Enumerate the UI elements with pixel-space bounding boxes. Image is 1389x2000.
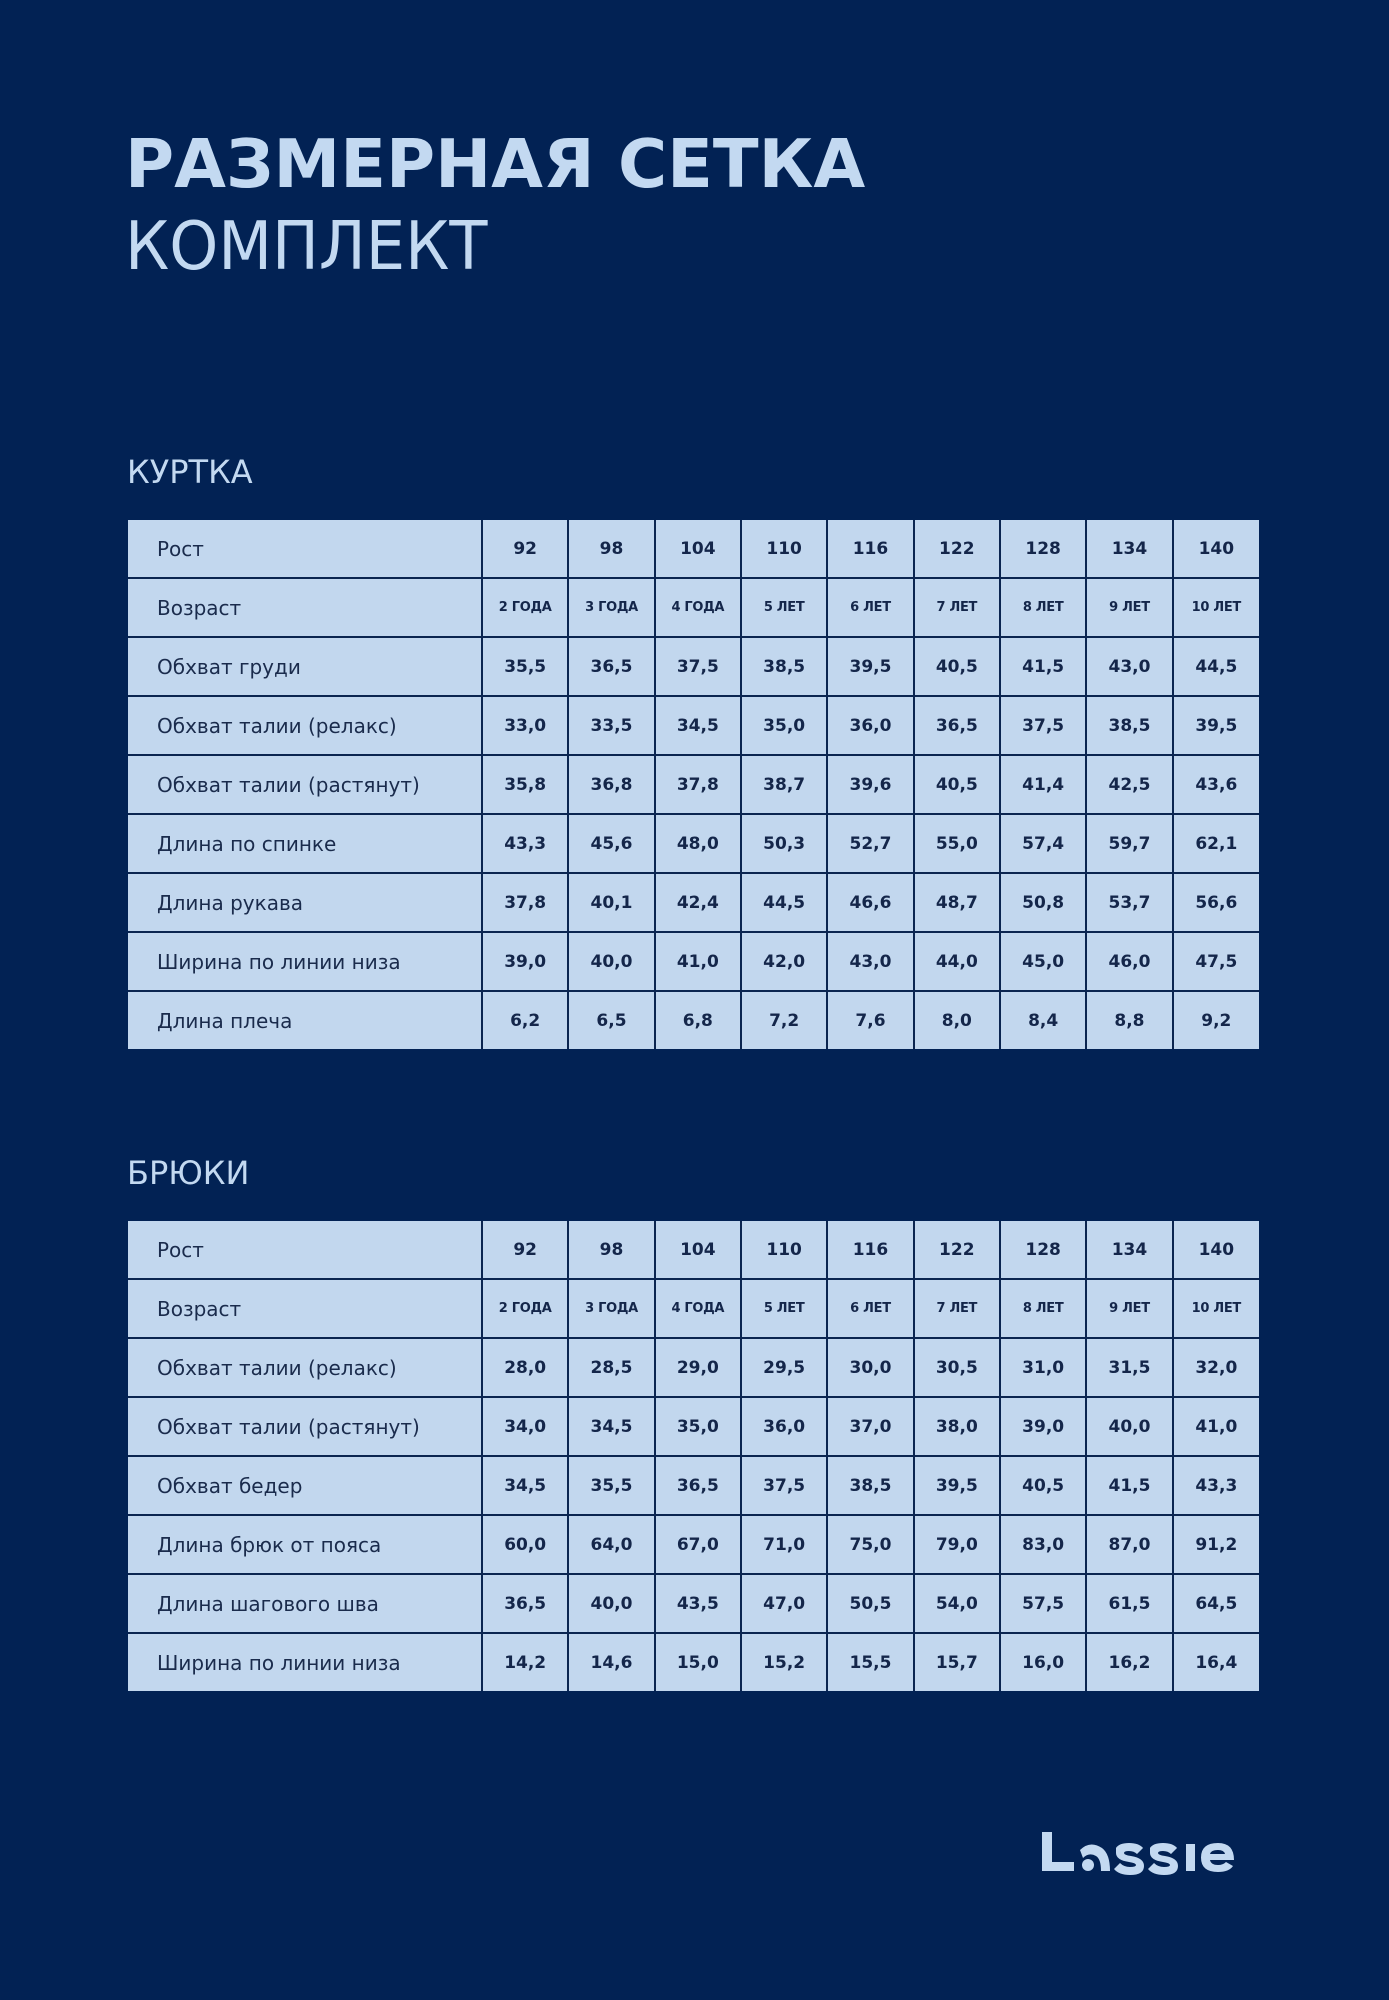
measurement-cell: 35,8 [482, 755, 568, 814]
table-row [128, 1279, 1259, 1338]
age-cell: 8 ЛЕТ [1000, 1279, 1086, 1338]
measurement-cell: 40,5 [914, 755, 1000, 814]
measurement-cell: 38,7 [741, 755, 827, 814]
measurement-cell: 42,4 [655, 873, 741, 932]
logo-letter-i [1186, 1844, 1195, 1871]
age-cell: 2 ГОДА [482, 578, 568, 637]
measurement-cell: 50,8 [1000, 873, 1086, 932]
measurement-cell: 64,5 [1173, 1574, 1259, 1633]
age-cell: 7 ЛЕТ [914, 578, 1000, 637]
height-cell: 104 [655, 520, 741, 578]
row-label: Обхват талии (растянут) [128, 1397, 482, 1456]
measurement-cell: 31,5 [1086, 1338, 1172, 1397]
measurement-cell: 40,0 [568, 1574, 654, 1633]
height-cell: 122 [914, 520, 1000, 578]
row-label: Возраст [128, 578, 482, 637]
measurement-cell: 75,0 [827, 1515, 913, 1574]
measurement-cell: 36,5 [482, 1574, 568, 1633]
measurement-cell: 38,5 [827, 1456, 913, 1515]
measurement-cell: 14,2 [482, 1633, 568, 1691]
age-cell: 3 ГОДА [568, 1279, 654, 1338]
jacket-section-title: КУРТКА [127, 453, 253, 491]
measurement-cell: 79,0 [914, 1515, 1000, 1574]
measurement-cell: 39,6 [827, 755, 913, 814]
table-row [128, 1633, 1259, 1691]
height-cell: 128 [1000, 520, 1086, 578]
measurement-cell: 16,2 [1086, 1633, 1172, 1691]
measurement-cell: 87,0 [1086, 1515, 1172, 1574]
measurement-cell: 8,8 [1086, 991, 1172, 1049]
measurement-cell: 36,0 [741, 1397, 827, 1456]
row-label: Ширина по линии низа [128, 932, 482, 991]
measurement-cell: 43,0 [827, 932, 913, 991]
measurement-cell: 33,5 [568, 696, 654, 755]
measurement-cell: 8,0 [914, 991, 1000, 1049]
measurement-cell: 40,5 [1000, 1456, 1086, 1515]
measurement-cell: 61,5 [1086, 1574, 1172, 1633]
measurement-cell: 41,0 [1173, 1397, 1259, 1456]
measurement-cell: 59,7 [1086, 814, 1172, 873]
measurement-cell: 43,3 [482, 814, 568, 873]
measurement-cell: 39,5 [914, 1456, 1000, 1515]
age-cell: 9 ЛЕТ [1086, 1279, 1172, 1338]
table-row [128, 814, 1259, 873]
measurement-cell: 62,1 [1173, 814, 1259, 873]
measurement-cell: 16,0 [1000, 1633, 1086, 1691]
table-row [128, 932, 1259, 991]
measurement-cell: 54,0 [914, 1574, 1000, 1633]
age-cell: 5 ЛЕТ [741, 1279, 827, 1338]
measurement-cell: 60,0 [482, 1515, 568, 1574]
table-row [128, 1338, 1259, 1397]
height-cell: 110 [741, 1221, 827, 1279]
table-row [128, 520, 1259, 578]
logo-letter-l [1042, 1832, 1074, 1871]
measurement-cell: 37,0 [827, 1397, 913, 1456]
height-cell: 134 [1086, 1221, 1172, 1279]
lassie-wordmark-logo [1042, 1832, 1234, 1875]
measurement-cell: 43,0 [1086, 637, 1172, 696]
pants-size-table [128, 1221, 1259, 1691]
logo-letter-a-dot [1082, 1859, 1094, 1871]
height-cell: 110 [741, 520, 827, 578]
table-row [128, 1515, 1259, 1574]
age-cell: 6 ЛЕТ [827, 578, 913, 637]
measurement-cell: 41,4 [1000, 755, 1086, 814]
measurement-cell: 34,5 [482, 1456, 568, 1515]
age-cell: 4 ГОДА [655, 1279, 741, 1338]
measurement-cell: 42,0 [741, 932, 827, 991]
measurement-cell: 34,5 [568, 1397, 654, 1456]
height-cell: 116 [827, 1221, 913, 1279]
measurement-cell: 37,8 [655, 755, 741, 814]
measurement-cell: 6,2 [482, 991, 568, 1049]
measurement-cell: 91,2 [1173, 1515, 1259, 1574]
measurement-cell: 71,0 [741, 1515, 827, 1574]
height-cell: 92 [482, 520, 568, 578]
measurement-cell: 45,0 [1000, 932, 1086, 991]
measurement-cell: 47,5 [1173, 932, 1259, 991]
measurement-cell: 38,5 [1086, 696, 1172, 755]
height-cell: 128 [1000, 1221, 1086, 1279]
measurement-cell: 43,3 [1173, 1456, 1259, 1515]
measurement-cell: 39,5 [1173, 696, 1259, 755]
measurement-cell: 35,5 [482, 637, 568, 696]
measurement-cell: 37,5 [741, 1456, 827, 1515]
row-label: Обхват бедер [128, 1456, 482, 1515]
row-label: Длина брюк от пояса [128, 1515, 482, 1574]
age-cell: 4 ГОДА [655, 578, 741, 637]
measurement-cell: 16,4 [1173, 1633, 1259, 1691]
measurement-cell: 44,5 [741, 873, 827, 932]
measurement-cell: 15,5 [827, 1633, 913, 1691]
row-label: Обхват груди [128, 637, 482, 696]
measurement-cell: 83,0 [1000, 1515, 1086, 1574]
measurement-cell: 47,0 [741, 1574, 827, 1633]
measurement-cell: 43,6 [1173, 755, 1259, 814]
measurement-cell: 8,4 [1000, 991, 1086, 1049]
table-row [128, 1221, 1259, 1279]
logo-letter-s1 [1114, 1843, 1144, 1875]
age-cell: 9 ЛЕТ [1086, 578, 1172, 637]
height-cell: 140 [1173, 1221, 1259, 1279]
table-row [128, 873, 1259, 932]
measurement-cell: 40,0 [1086, 1397, 1172, 1456]
measurement-cell: 37,5 [655, 637, 741, 696]
age-cell: 3 ГОДА [568, 578, 654, 637]
measurement-cell: 15,0 [655, 1633, 741, 1691]
page-subtitle: КОМПЛЕКТ [125, 207, 488, 285]
table-row [128, 1397, 1259, 1456]
age-cell: 2 ГОДА [482, 1279, 568, 1338]
pants-section-title: БРЮКИ [127, 1154, 250, 1192]
height-cell: 104 [655, 1221, 741, 1279]
row-label: Рост [128, 1221, 482, 1279]
measurement-cell: 14,6 [568, 1633, 654, 1691]
table-row [128, 755, 1259, 814]
measurement-cell: 7,6 [827, 991, 913, 1049]
measurement-cell: 41,5 [1000, 637, 1086, 696]
measurement-cell: 31,0 [1000, 1338, 1086, 1397]
measurement-cell: 9,2 [1173, 991, 1259, 1049]
table-row [128, 991, 1259, 1049]
measurement-cell: 53,7 [1086, 873, 1172, 932]
measurement-cell: 32,0 [1173, 1338, 1259, 1397]
row-label: Обхват талии (релакс) [128, 696, 482, 755]
measurement-cell: 37,8 [482, 873, 568, 932]
measurement-cell: 44,5 [1173, 637, 1259, 696]
measurement-cell: 41,5 [1086, 1456, 1172, 1515]
measurement-cell: 57,5 [1000, 1574, 1086, 1633]
measurement-cell: 35,0 [741, 696, 827, 755]
measurement-cell: 6,8 [655, 991, 741, 1049]
measurement-cell: 46,6 [827, 873, 913, 932]
row-label: Длина рукава [128, 873, 482, 932]
lassie-logo [1030, 1822, 1262, 1880]
age-cell: 5 ЛЕТ [741, 578, 827, 637]
row-label: Длина шагового шва [128, 1574, 482, 1633]
measurement-cell: 50,3 [741, 814, 827, 873]
measurement-cell: 45,6 [568, 814, 654, 873]
height-cell: 92 [482, 1221, 568, 1279]
height-cell: 98 [568, 520, 654, 578]
measurement-cell: 36,5 [914, 696, 1000, 755]
measurement-cell: 30,5 [914, 1338, 1000, 1397]
age-cell: 7 ЛЕТ [914, 1279, 1000, 1338]
measurement-cell: 29,0 [655, 1338, 741, 1397]
measurement-cell: 33,0 [482, 696, 568, 755]
height-cell: 140 [1173, 520, 1259, 578]
measurement-cell: 40,5 [914, 637, 1000, 696]
table-row [128, 1456, 1259, 1515]
measurement-cell: 48,0 [655, 814, 741, 873]
measurement-cell: 38,5 [741, 637, 827, 696]
measurement-cell: 28,5 [568, 1338, 654, 1397]
measurement-cell: 52,7 [827, 814, 913, 873]
measurement-cell: 36,5 [568, 637, 654, 696]
measurement-cell: 6,5 [568, 991, 654, 1049]
height-cell: 134 [1086, 520, 1172, 578]
measurement-cell: 46,0 [1086, 932, 1172, 991]
age-cell: 10 ЛЕТ [1173, 578, 1259, 637]
measurement-cell: 40,1 [568, 873, 654, 932]
measurement-cell: 7,2 [741, 991, 827, 1049]
measurement-cell: 35,0 [655, 1397, 741, 1456]
measurement-cell: 36,0 [827, 696, 913, 755]
table-row [128, 696, 1259, 755]
height-cell: 122 [914, 1221, 1000, 1279]
jacket-size-table [128, 520, 1259, 1049]
row-label: Обхват талии (растянут) [128, 755, 482, 814]
measurement-cell: 36,5 [655, 1456, 741, 1515]
measurement-cell: 41,0 [655, 932, 741, 991]
measurement-cell: 39,0 [1000, 1397, 1086, 1456]
row-label: Обхват талии (релакс) [128, 1338, 482, 1397]
table-row [128, 578, 1259, 637]
table-row [128, 1574, 1259, 1633]
measurement-cell: 34,0 [482, 1397, 568, 1456]
measurement-cell: 35,5 [568, 1456, 654, 1515]
age-cell: 8 ЛЕТ [1000, 578, 1086, 637]
measurement-cell: 29,5 [741, 1338, 827, 1397]
logo-letter-s2 [1148, 1843, 1178, 1875]
measurement-cell: 57,4 [1000, 814, 1086, 873]
height-cell: 116 [827, 520, 913, 578]
measurement-cell: 50,5 [827, 1574, 913, 1633]
measurement-cell: 43,5 [655, 1574, 741, 1633]
row-label: Ширина по линии низа [128, 1633, 482, 1691]
measurement-cell: 15,2 [741, 1633, 827, 1691]
row-label: Возраст [128, 1279, 482, 1338]
table-row [128, 637, 1259, 696]
measurement-cell: 48,7 [914, 873, 1000, 932]
measurement-cell: 42,5 [1086, 755, 1172, 814]
measurement-cell: 40,0 [568, 932, 654, 991]
age-cell: 10 ЛЕТ [1173, 1279, 1259, 1338]
measurement-cell: 67,0 [655, 1515, 741, 1574]
measurement-cell: 39,5 [827, 637, 913, 696]
measurement-cell: 37,5 [1000, 696, 1086, 755]
measurement-cell: 39,0 [482, 932, 568, 991]
row-label: Длина по спинке [128, 814, 482, 873]
measurement-cell: 34,5 [655, 696, 741, 755]
measurement-cell: 15,7 [914, 1633, 1000, 1691]
age-cell: 6 ЛЕТ [827, 1279, 913, 1338]
measurement-cell: 64,0 [568, 1515, 654, 1574]
height-cell: 98 [568, 1221, 654, 1279]
measurement-cell: 44,0 [914, 932, 1000, 991]
page-title: РАЗМЕРНАЯ СЕТКА [125, 125, 866, 203]
measurement-cell: 28,0 [482, 1338, 568, 1397]
measurement-cell: 55,0 [914, 814, 1000, 873]
measurement-cell: 30,0 [827, 1338, 913, 1397]
measurement-cell: 56,6 [1173, 873, 1259, 932]
row-label: Рост [128, 520, 482, 578]
row-label: Длина плеча [128, 991, 482, 1049]
measurement-cell: 38,0 [914, 1397, 1000, 1456]
measurement-cell: 36,8 [568, 755, 654, 814]
logo-letter-e [1201, 1843, 1234, 1872]
